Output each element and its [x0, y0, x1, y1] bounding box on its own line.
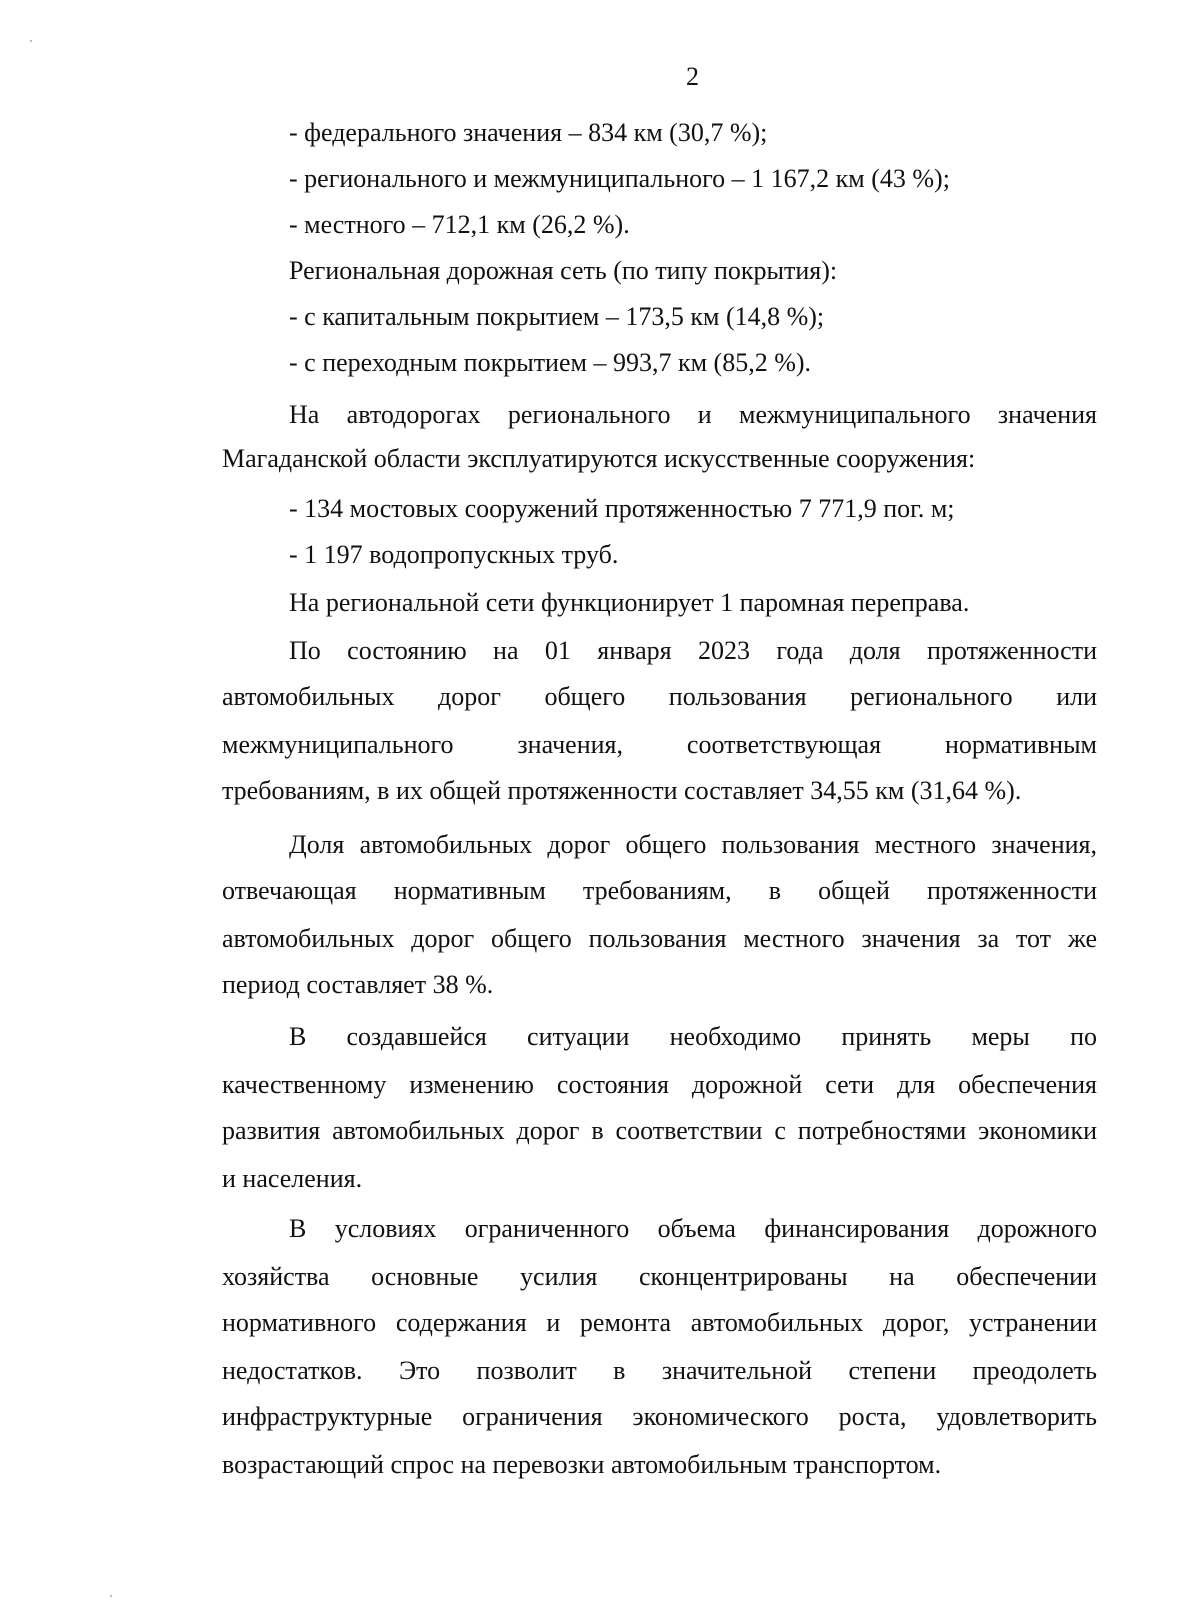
text-line: Региональная дорожная сеть (по типу покрытия):: [289, 256, 838, 285]
text-line: - с капитальным покрытием – 173,5 км (14,8 %);: [289, 302, 825, 331]
page-number: 2: [686, 62, 699, 91]
scan-speck: [30, 40, 32, 42]
text-line: В условиях ограниченного объема финансирования дорожного: [289, 1214, 1097, 1243]
text-line: - 134 мостовых сооружений протяженностью 7 771,9 пог. м;: [289, 494, 955, 523]
text-line: хозяйства основные усилия сконцентрированы на обеспечении: [222, 1262, 1097, 1291]
text-line: межмуниципального значения, соответствующая нормативным: [222, 730, 1097, 759]
text-line: недостатков. Это позволит в значительной степени преодолеть: [222, 1356, 1097, 1385]
text-line: - федерального значения – 834 км (30,7 %);: [289, 118, 768, 147]
text-line: - 1 197 водопропускных труб.: [289, 540, 619, 569]
text-line: - местного – 712,1 км (26,2 %).: [289, 210, 630, 239]
text-line: В создавшейся ситуации необходимо принять меры по: [289, 1022, 1097, 1051]
text-line: нормативного содержания и ремонта автомобильных дорог, устранении: [222, 1308, 1097, 1337]
text-line: качественному изменению состояния дорожной сети для обеспечения: [222, 1070, 1097, 1099]
text-line: По состоянию на 01 января 2023 года доля протяженности: [289, 636, 1097, 665]
text-line: требованиям, в их общей протяженности составляет 34,55 км (31,64 %).: [222, 776, 1022, 805]
text-line: - регионального и межмуниципального – 1 167,2 км (43 %);: [289, 164, 950, 193]
text-line: период составляет 38 %.: [222, 970, 494, 999]
text-line: развития автомобильных дорог в соответствии с потребностями экономики: [222, 1116, 1097, 1145]
text-line: Доля автомобильных дорог общего пользования местного значения,: [289, 830, 1097, 859]
text-line: и населения.: [222, 1164, 363, 1193]
text-line: автомобильных дорог общего пользования местного значения за тот же: [222, 924, 1097, 953]
scan-speck: [110, 1595, 112, 1597]
text-line: инфраструктурные ограничения экономического роста, удовлетворить: [222, 1402, 1097, 1431]
text-line: Магаданской области эксплуатируются искусственные сооружения:: [222, 444, 976, 473]
text-line: На региональной сети функционирует 1 паромная переправа.: [289, 588, 970, 617]
text-line: возрастающий спрос на перевозки автомобильным транспортом.: [222, 1450, 942, 1479]
text-line: На автодорогах регионального и межмуниципального значения: [289, 400, 1097, 429]
text-line: автомобильных дорог общего пользования регионального или: [222, 682, 1097, 711]
text-line: отвечающая нормативным требованиям, в общей протяженности: [222, 876, 1097, 905]
text-line: - с переходным покрытием – 993,7 км (85,2 %).: [289, 348, 812, 377]
